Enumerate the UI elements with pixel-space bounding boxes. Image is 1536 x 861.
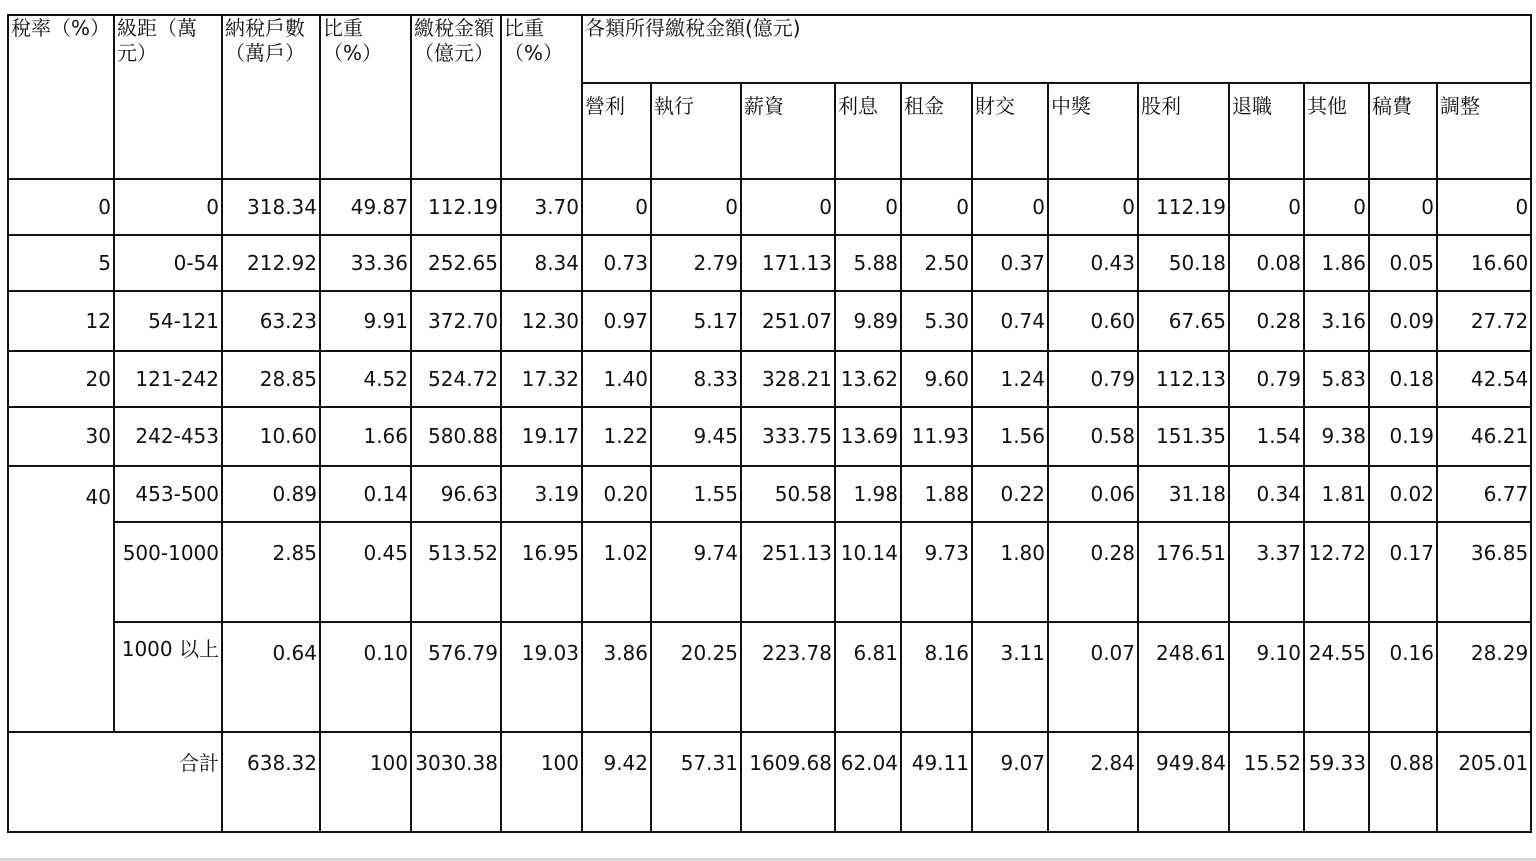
cell-category: 2.50 <box>901 235 972 291</box>
cell-share-tax: 12.30 <box>501 291 582 351</box>
total-category: 949.84 <box>1138 732 1229 832</box>
cell-households: 318.34 <box>222 179 320 235</box>
cell-category: 248.61 <box>1138 622 1229 732</box>
table-row <box>8 622 1531 732</box>
cell-category: 328.21 <box>741 351 835 407</box>
table-row <box>8 522 1531 622</box>
total-category: 1609.68 <box>741 732 835 832</box>
header-category: 調整 <box>1437 83 1531 179</box>
header-category: 其他 <box>1304 83 1369 179</box>
cell-category: 176.51 <box>1138 522 1229 622</box>
cell-category: 0.43 <box>1048 235 1138 291</box>
header-category: 利息 <box>835 83 901 179</box>
cell-category: 20.25 <box>651 622 741 732</box>
cell-share-households: 0.14 <box>320 466 411 522</box>
cell-category: 0.16 <box>1369 622 1437 732</box>
cell-category: 9.89 <box>835 291 901 351</box>
cell-households: 0.64 <box>222 622 320 732</box>
total-category: 57.31 <box>651 732 741 832</box>
cell-rate: 0 <box>8 179 114 235</box>
cell-category: 0.73 <box>582 235 651 291</box>
cell-share-tax: 19.17 <box>501 407 582 466</box>
cell-households: 28.85 <box>222 351 320 407</box>
cell-share-households: 9.91 <box>320 291 411 351</box>
cell-category: 36.85 <box>1437 522 1531 622</box>
cell-rate: 40 <box>8 466 114 732</box>
cell-category: 171.13 <box>741 235 835 291</box>
cell-category: 0.74 <box>972 291 1048 351</box>
cell-share-households: 33.36 <box>320 235 411 291</box>
cell-category: 0.37 <box>972 235 1048 291</box>
cell-category: 0 <box>651 179 741 235</box>
cell-category: 5.17 <box>651 291 741 351</box>
cell-category: 1.98 <box>835 466 901 522</box>
cell-category: 112.13 <box>1138 351 1229 407</box>
total-category: 9.42 <box>582 732 651 832</box>
cell-tax-amount: 372.70 <box>411 291 501 351</box>
tax-bracket-table <box>7 14 1532 833</box>
cell-rate: 12 <box>8 291 114 351</box>
header-category: 股利 <box>1138 83 1229 179</box>
cell-category: 5.88 <box>835 235 901 291</box>
cell-category: 2.79 <box>651 235 741 291</box>
cell-share-tax: 3.70 <box>501 179 582 235</box>
cell-category: 9.60 <box>901 351 972 407</box>
cell-rate: 5 <box>8 235 114 291</box>
cell-category: 6.77 <box>1437 466 1531 522</box>
cell-category: 0.17 <box>1369 522 1437 622</box>
cell-bracket: 54-121 <box>114 291 222 351</box>
cell-category: 0.19 <box>1369 407 1437 466</box>
header-households: 納稅戶數（萬戶） <box>222 15 320 179</box>
cell-category: 6.81 <box>835 622 901 732</box>
cell-category: 28.29 <box>1437 622 1531 732</box>
cell-category: 0.02 <box>1369 466 1437 522</box>
header-category: 中獎 <box>1048 83 1138 179</box>
header-row-top <box>8 15 1531 83</box>
cell-bracket: 0-54 <box>114 235 222 291</box>
header-category: 稿費 <box>1369 83 1437 179</box>
total-category: 59.33 <box>1304 732 1369 832</box>
cell-category: 0.20 <box>582 466 651 522</box>
table-row <box>8 291 1531 351</box>
cell-bracket: 453-500 <box>114 466 222 522</box>
cell-category: 1.55 <box>651 466 741 522</box>
header-category: 租金 <box>901 83 972 179</box>
cell-category: 9.10 <box>1229 622 1304 732</box>
cell-households: 212.92 <box>222 235 320 291</box>
total-row <box>8 732 1531 832</box>
table-row <box>8 351 1531 407</box>
total-households: 638.32 <box>222 732 320 832</box>
table-row <box>8 235 1531 291</box>
total-share-households: 100 <box>320 732 411 832</box>
cell-category: 0.34 <box>1229 466 1304 522</box>
cell-share-households: 0.10 <box>320 622 411 732</box>
cell-category: 31.18 <box>1138 466 1229 522</box>
cell-share-tax: 8.34 <box>501 235 582 291</box>
cell-share-households: 49.87 <box>320 179 411 235</box>
cell-category: 0.28 <box>1229 291 1304 351</box>
header-category: 財交 <box>972 83 1048 179</box>
header-category: 營利 <box>582 83 651 179</box>
cell-category: 0 <box>1229 179 1304 235</box>
cell-households: 2.85 <box>222 522 320 622</box>
cell-category: 0 <box>582 179 651 235</box>
cell-rate: 20 <box>8 351 114 407</box>
cell-tax-amount: 524.72 <box>411 351 501 407</box>
cell-category: 5.83 <box>1304 351 1369 407</box>
table-row <box>8 179 1531 235</box>
cell-category: 9.73 <box>901 522 972 622</box>
cell-category: 0.58 <box>1048 407 1138 466</box>
header-categories-title: 各類所得繳稅金額(億元) <box>582 15 1531 83</box>
cell-category: 1.81 <box>1304 466 1369 522</box>
cell-category: 0.79 <box>1229 351 1304 407</box>
cell-tax-amount: 576.79 <box>411 622 501 732</box>
cell-bracket: 121-242 <box>114 351 222 407</box>
cell-category: 3.37 <box>1229 522 1304 622</box>
cell-category: 0 <box>1304 179 1369 235</box>
cell-category: 24.55 <box>1304 622 1369 732</box>
cell-category: 50.18 <box>1138 235 1229 291</box>
cell-category: 1.54 <box>1229 407 1304 466</box>
cell-category: 251.07 <box>741 291 835 351</box>
cell-category: 3.16 <box>1304 291 1369 351</box>
cell-tax-amount: 112.19 <box>411 179 501 235</box>
cell-category: 0 <box>1369 179 1437 235</box>
header-share-tax: 比重（%） <box>501 15 582 179</box>
cell-category: 0 <box>741 179 835 235</box>
cell-category: 0.22 <box>972 466 1048 522</box>
cell-share-tax: 19.03 <box>501 622 582 732</box>
cell-category: 1.80 <box>972 522 1048 622</box>
cell-households: 10.60 <box>222 407 320 466</box>
cell-category: 0.07 <box>1048 622 1138 732</box>
cell-category: 13.69 <box>835 407 901 466</box>
total-category: 0.88 <box>1369 732 1437 832</box>
cell-category: 50.58 <box>741 466 835 522</box>
cell-category: 9.38 <box>1304 407 1369 466</box>
cell-share-tax: 17.32 <box>501 351 582 407</box>
cell-category: 8.16 <box>901 622 972 732</box>
header-category: 退職 <box>1229 83 1304 179</box>
cell-category: 0.79 <box>1048 351 1138 407</box>
header-rate: 稅率（%） <box>8 15 114 179</box>
cell-households: 63.23 <box>222 291 320 351</box>
cell-tax-amount: 513.52 <box>411 522 501 622</box>
cell-category: 0 <box>901 179 972 235</box>
cell-category: 0 <box>1437 179 1531 235</box>
cell-category: 0.06 <box>1048 466 1138 522</box>
cell-bracket: 0 <box>114 179 222 235</box>
cell-category: 27.72 <box>1437 291 1531 351</box>
cell-share-households: 1.66 <box>320 407 411 466</box>
cell-rate: 30 <box>8 407 114 466</box>
cell-category: 5.30 <box>901 291 972 351</box>
cell-category: 1.88 <box>901 466 972 522</box>
total-category: 2.84 <box>1048 732 1138 832</box>
total-category: 49.11 <box>901 732 972 832</box>
header-share-households: 比重（%） <box>320 15 411 179</box>
total-category: 62.04 <box>835 732 901 832</box>
cell-share-tax: 16.95 <box>501 522 582 622</box>
cell-category: 0.60 <box>1048 291 1138 351</box>
cell-category: 3.86 <box>582 622 651 732</box>
cell-bracket: 500-1000 <box>114 522 222 622</box>
cell-category: 9.74 <box>651 522 741 622</box>
total-category: 205.01 <box>1437 732 1531 832</box>
cell-category: 8.33 <box>651 351 741 407</box>
cell-category: 0 <box>1048 179 1138 235</box>
total-share-tax: 100 <box>501 732 582 832</box>
header-tax-amount: 繳稅金額（億元） <box>411 15 501 179</box>
cell-share-households: 0.45 <box>320 522 411 622</box>
cell-category: 333.75 <box>741 407 835 466</box>
cell-category: 67.65 <box>1138 291 1229 351</box>
cell-category: 0 <box>972 179 1048 235</box>
cell-bracket: 1000 以上 <box>114 622 222 732</box>
cell-category: 0.05 <box>1369 235 1437 291</box>
cell-category: 151.35 <box>1138 407 1229 466</box>
cell-category: 1.24 <box>972 351 1048 407</box>
cell-category: 16.60 <box>1437 235 1531 291</box>
table-row <box>8 407 1531 466</box>
cell-category: 1.56 <box>972 407 1048 466</box>
cell-category: 10.14 <box>835 522 901 622</box>
cell-category: 112.19 <box>1138 179 1229 235</box>
cell-tax-amount: 252.65 <box>411 235 501 291</box>
cell-category: 13.62 <box>835 351 901 407</box>
header-category: 薪資 <box>741 83 835 179</box>
cell-category: 1.02 <box>582 522 651 622</box>
cell-category: 12.72 <box>1304 522 1369 622</box>
header-bracket: 級距（萬元） <box>114 15 222 179</box>
cell-tax-amount: 580.88 <box>411 407 501 466</box>
cell-category: 9.45 <box>651 407 741 466</box>
cell-share-tax: 3.19 <box>501 466 582 522</box>
cell-category: 3.11 <box>972 622 1048 732</box>
cell-category: 0 <box>835 179 901 235</box>
cell-category: 0.97 <box>582 291 651 351</box>
cell-category: 0.08 <box>1229 235 1304 291</box>
total-tax-amount: 3030.38 <box>411 732 501 832</box>
cell-households: 0.89 <box>222 466 320 522</box>
cell-category: 42.54 <box>1437 351 1531 407</box>
cell-category: 0.09 <box>1369 291 1437 351</box>
total-category: 9.07 <box>972 732 1048 832</box>
cell-category: 1.86 <box>1304 235 1369 291</box>
cell-category: 46.21 <box>1437 407 1531 466</box>
table-row <box>8 466 1531 522</box>
cell-category: 223.78 <box>741 622 835 732</box>
cell-category: 251.13 <box>741 522 835 622</box>
total-category: 15.52 <box>1229 732 1304 832</box>
cell-category: 0.18 <box>1369 351 1437 407</box>
cell-category: 1.22 <box>582 407 651 466</box>
cell-category: 0.28 <box>1048 522 1138 622</box>
cell-category: 1.40 <box>582 351 651 407</box>
cell-bracket: 242-453 <box>114 407 222 466</box>
header-category: 執行 <box>651 83 741 179</box>
cell-share-households: 4.52 <box>320 351 411 407</box>
total-label: 合計 <box>8 732 222 832</box>
cell-category: 11.93 <box>901 407 972 466</box>
cell-tax-amount: 96.63 <box>411 466 501 522</box>
